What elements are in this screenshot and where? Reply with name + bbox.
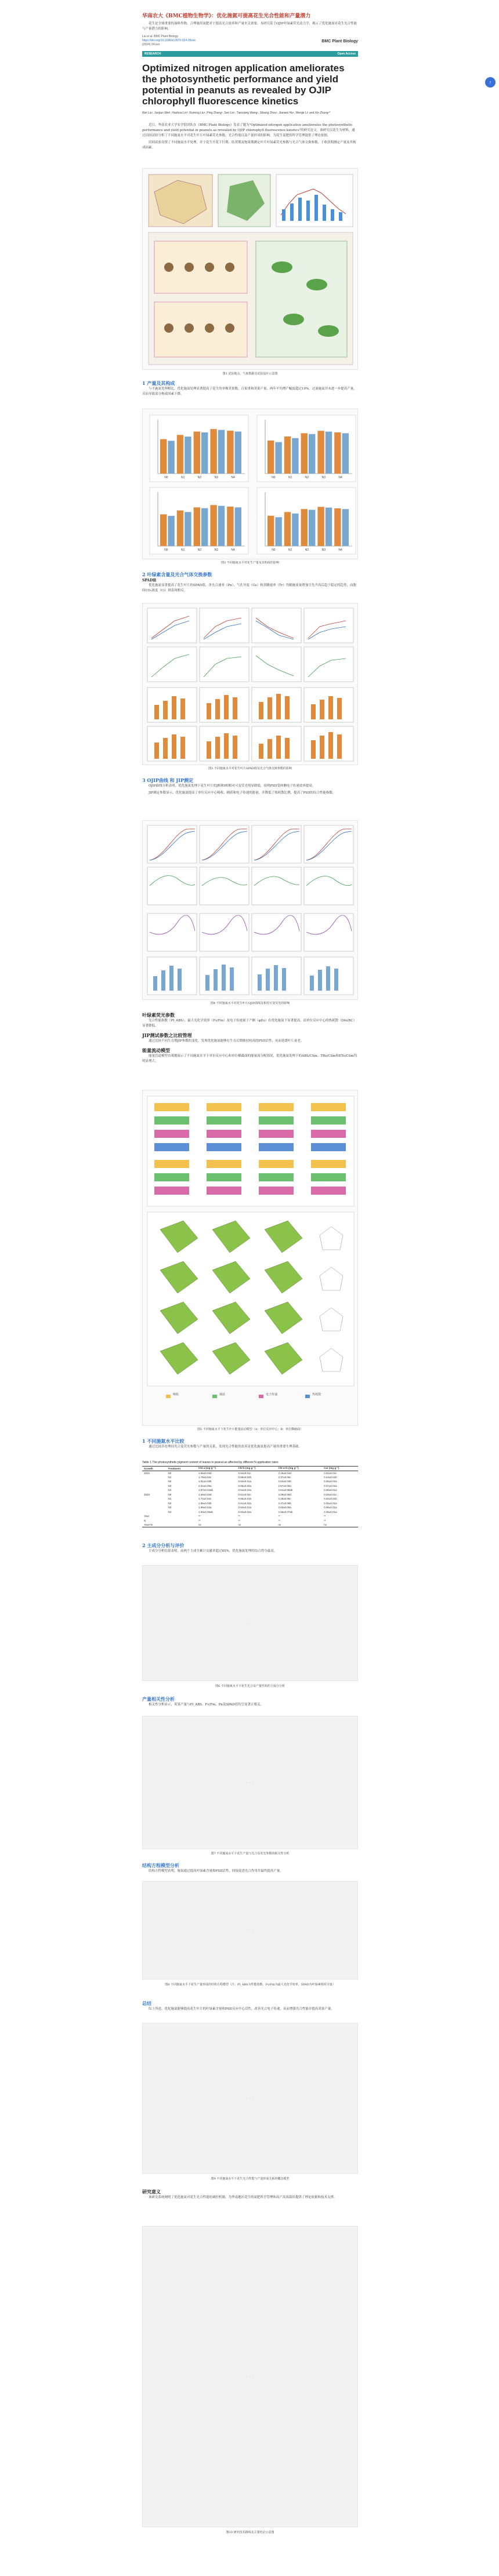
table-cell: 2.63±0.05a	[278, 1506, 291, 1509]
abstract-block	[142, 123, 358, 151]
figure-4-graphic	[143, 821, 359, 1000]
figure-5-legend	[166, 1395, 310, 1398]
table-cell: Year	[144, 1515, 150, 1518]
section-fluorescence-paragraph: 光合性能指数（PI_ABS）、最大光化学效率（Fv/Fm）及电子传递量子产额（φEo）在优化施氮下显著提高，而单位反应中心的热耗散（DIo/RC）显著降低。	[142, 1019, 357, 1028]
table-cell: 0.61±0.02a	[238, 1501, 251, 1505]
table-cell: 2.47±0.05b	[278, 1501, 291, 1505]
bar	[317, 507, 324, 546]
figure-4-caption: 图4 不同施氮水平对花生叶片OJIP曲线及相对可变荧光的影响	[210, 1002, 290, 1005]
table-cell: 1.99±0.04a	[198, 1506, 212, 1509]
table-cell: N1	[168, 1475, 172, 1479]
table-cell: 1.97±0.04ab	[198, 1489, 214, 1492]
bar	[284, 436, 291, 474]
bar	[334, 508, 341, 546]
bar	[160, 439, 167, 474]
section-spad-sub: SPAD值	[142, 578, 157, 583]
table-row	[142, 1479, 358, 1484]
table-cell: 2.28±0.05c	[278, 1497, 291, 1501]
research-label: RESEARCH	[144, 52, 161, 56]
bar	[275, 442, 281, 474]
bar	[235, 432, 241, 474]
tick-label: N0	[272, 476, 276, 479]
table-cell: 1.91±0.03b	[198, 1480, 212, 1483]
tick-label: N0	[164, 548, 168, 552]
tick-label: N4	[231, 548, 235, 552]
section-significance-paragraph: 该研究系统阐明了优化施氮对花生光合性能的调控机制，为华南地区花生的氮肥科学管理和高产高效栽培提供了理论依据和技术支撑。	[149, 2196, 337, 2199]
table-row	[142, 1523, 358, 1527]
legend-dissipation: 热耗散	[312, 1393, 321, 1396]
figure-10-placeholder	[142, 2226, 358, 2527]
section-yield-heading: 1 产量及其构成	[142, 380, 175, 386]
figure-3-graphic	[143, 603, 359, 766]
figure-10-caption: 图10 研究技术路线及主要结论示意图	[226, 2531, 274, 2534]
bar	[160, 514, 167, 546]
table-cell: **	[238, 1519, 240, 1522]
table-1-title: Table 1 The photosynthetic pigment content of leaves in peanut as affected by different N application rates	[142, 1461, 279, 1464]
bar	[185, 512, 191, 546]
table-cell: N4	[168, 1489, 172, 1492]
table-1	[142, 1461, 358, 1527]
bar	[326, 508, 332, 546]
table-cell: **	[198, 1515, 201, 1518]
section-summary-paragraph: 综上所述，优化施氮能够提高花生叶片的叶绿素含量和PSII反应中心活性，改善光合电子传递，从而增强光合性能并提高荚果产量。	[149, 2007, 334, 2011]
table-cell: 1.86±0.03b	[198, 1501, 212, 1505]
section-summary-heading: 总结	[142, 2000, 151, 2006]
bar	[227, 507, 233, 546]
section-jip-heading: JIP测试参数之比较管理	[142, 1032, 192, 1038]
loading-dots: · · ·	[246, 1620, 254, 1626]
tick-label: N2	[305, 548, 309, 552]
journal-header	[142, 35, 358, 64]
table-cell: N1	[168, 1497, 172, 1501]
figure-1-caption: 图1 试验地点、气象数据及试验设计示意图	[222, 372, 278, 376]
table-cell	[142, 1475, 167, 1480]
bar	[177, 435, 183, 474]
figure-9-placeholder	[142, 2023, 358, 2174]
figure-7-caption: 图7 不同施氮水平下花生产量与光合及荧光参数的相关性分析	[211, 1852, 290, 1855]
table-cell: 0.36±0.01a	[324, 1480, 337, 1483]
table-header-row	[142, 1467, 358, 1471]
table-body	[142, 1471, 358, 1527]
bar	[218, 506, 225, 546]
tick-label: N3	[321, 548, 326, 552]
section-compare-heading: 1 不同施氮水平比较	[142, 1438, 185, 1444]
table-header-cell: Chl a+b (mg g⁻¹)	[276, 1467, 322, 1471]
section-pca	[142, 1542, 358, 1554]
design-paragraph: 田间试验设置了不同施氮水平处理，并于花生开花下针期、结荚期及饱果期测定叶片叶绿素荧光参数与光合气体交换参数，于收获期测定产量及其构成因素。	[142, 141, 356, 150]
table-cell: 0.36±0.01a	[324, 1506, 337, 1509]
table-cell: **	[324, 1519, 326, 1522]
table-cell	[142, 1501, 167, 1506]
section-pca-paragraph: 主成分分析结果表明，前两个主成分累计贡献率超过85%，优化施氮处理的综合得分最高。	[149, 1549, 277, 1553]
table-cell: N3	[168, 1506, 172, 1509]
figure-4	[142, 820, 358, 1000]
bar	[210, 429, 216, 474]
figure-1-graphic	[143, 169, 359, 370]
tick-label: N4	[231, 476, 235, 479]
article-title: 华南农大《BMC植物生物学》：优化施氮可提高花生光合性能和产量潜力	[142, 13, 311, 19]
section-sem-heading: 结构方程模型分析	[142, 1862, 179, 1868]
intro-paragraph: 花生是全球重要的油料作物，合理施用氮肥对于提高光合效率和产量至关重要。本研究基于OJIP叶绿素荧光动力学，揭示了优化施氮对花生光合性能与产量潜力的影响。	[142, 22, 357, 31]
section-ojip-paragraph-1: OJIP曲线分析表明，优化施氮处理下花生叶片的J相和I相相对可变荧光明显降低，说明PSII受体侧电子传递效率提高。	[149, 784, 316, 788]
bar	[326, 432, 332, 474]
table-row	[142, 1484, 358, 1489]
table-header-cell: Treatment	[167, 1467, 197, 1471]
table-header-cell: Chl b (mg g⁻¹)	[236, 1467, 276, 1471]
bar	[309, 510, 315, 546]
tick-label: N4	[338, 476, 342, 479]
table-cell: 2.09±0.05d	[278, 1493, 291, 1496]
loading-dots: · · ·	[246, 2374, 254, 2379]
table-cell	[167, 1519, 197, 1523]
tick-label: N2	[197, 476, 202, 479]
figure-8-placeholder	[142, 1881, 358, 1980]
bar	[194, 432, 200, 474]
table-cell: 0.29±0.01c	[324, 1493, 337, 1496]
section-sem	[142, 1862, 358, 1874]
bar	[227, 431, 233, 474]
yield-bar-chart	[143, 409, 359, 560]
bar	[168, 516, 174, 546]
table-row	[142, 1505, 358, 1510]
open-access-label: Open Access	[337, 52, 356, 56]
table-cell: 0.35±0.01a	[324, 1501, 337, 1505]
table-cell	[142, 1484, 167, 1489]
bar	[301, 433, 308, 474]
table-cell: 0.63±0.01a	[238, 1480, 251, 1483]
table-cell: 1.58±0.03d	[198, 1493, 212, 1496]
section-fluorescence	[142, 1012, 358, 1064]
bar	[317, 431, 324, 474]
bar	[210, 505, 216, 546]
table-cell: 0.62±0.02a	[238, 1510, 251, 1513]
up-icon: ↑	[489, 79, 492, 85]
table-cell: 0.35±0.01a	[324, 1510, 337, 1513]
section-ojip-heading: 3 OJIP曲线 和 JIP测定	[142, 777, 193, 783]
figure-7-placeholder	[142, 1716, 358, 1849]
paper-authors: Wei Liu¹, Junjian Wei², Haohua Lin³, Ruirong Liu¹, Ping Zhang¹, Sen Lin¹, Tianxiang Wang¹, Sibang Zhou¹, Jianwei Hu¹, Wenjie Li¹ and Xin Zhang¹*	[142, 111, 331, 115]
table-row	[142, 1475, 358, 1480]
table-cell: ns	[198, 1523, 201, 1526]
table-cell: 2022	[144, 1471, 150, 1475]
table-cell: 2.02±0.05a	[198, 1484, 212, 1487]
journal-citation: Liu et al. BMC Plant Biology	[142, 35, 178, 38]
table-cell: 0.34±0.01b	[324, 1475, 337, 1479]
table-cell: 0.31±0.01c	[324, 1471, 337, 1475]
table-cell: 0.51±0.02c	[238, 1493, 251, 1496]
paper-title: Optimized nitrogen application ameliorates the photosynthetic performance and yield potential in peanuts as revealed by OJIP chlorophyll fluorescence kinetics	[142, 63, 345, 107]
figure-2	[142, 409, 358, 559]
tick-label: N1	[288, 548, 292, 552]
legend-trap: 捕获	[219, 1393, 226, 1396]
section-spad-heading: 2 叶绿素含量及光合气体交换参数	[142, 572, 212, 577]
table-row	[142, 1488, 358, 1493]
table-row	[142, 1510, 358, 1515]
bar	[185, 436, 191, 474]
tick-label: N1	[180, 476, 185, 479]
article-header	[142, 13, 358, 32]
table-cell: **	[278, 1515, 280, 1518]
bar	[201, 432, 208, 474]
table-cell: ns	[278, 1523, 281, 1526]
table-cell: 0.32±0.01b	[324, 1497, 337, 1501]
section-compare	[142, 1438, 358, 1450]
section-fluorescence-heading: 叶绿素荧光参数	[142, 1012, 175, 1018]
figure-5-graphic	[143, 1090, 359, 1427]
table-cell: 0.64±0.01a	[238, 1489, 251, 1492]
section-yield	[142, 380, 358, 397]
table-cell: N0	[168, 1493, 172, 1496]
bar	[177, 511, 183, 546]
leaf-energy-models	[147, 1212, 354, 1386]
section-summary	[142, 2000, 358, 2012]
table-cell: 1.65±0.03d	[198, 1471, 212, 1475]
pigment-table	[142, 1466, 358, 1527]
table-cell: 0.54±0.01c	[238, 1471, 251, 1475]
tick-label: N4	[338, 548, 342, 552]
section-spad-paragraph: 优化施氮显著提高了花生叶片的SPAD值，净光合速率（Pn）、气孔导度（Gs）和蒸腾速率（Tr）均随施氮量增加呈先升高后趋于稳定的趋势，而胞间CO₂浓度（Ci）则表现相反。	[142, 584, 356, 592]
table-cell: 2.61±0.05ab	[278, 1489, 293, 1492]
bar	[292, 438, 298, 474]
bar	[201, 508, 208, 546]
journal-brand: BMC Plant Biology	[321, 39, 358, 43]
tick-label: N3	[214, 476, 219, 479]
table-row	[142, 1471, 358, 1475]
tick-label: N1	[288, 476, 292, 479]
tick-label: N3	[214, 548, 219, 552]
table-cell: 2.54±0.04b	[278, 1480, 291, 1483]
table-cell: N3	[168, 1484, 172, 1487]
section-ojip-paragraph-2: JIP测定参数显示，优化施氮提高了单位反应中心吸收、捕获和电子传递的能量，并降低了热耗散比例，提高了PSII的综合性能指数。	[149, 791, 336, 795]
tick-label: N0	[272, 548, 276, 552]
table-cell: **	[278, 1519, 280, 1522]
loading-dots: · · ·	[246, 1780, 254, 1785]
table-cell: 2.67±0.06a	[278, 1484, 291, 1487]
bar	[309, 434, 315, 474]
energy-flux-rows	[147, 1096, 354, 1206]
bar	[267, 516, 274, 546]
bar	[275, 517, 281, 546]
table-header-cell: Growth	[142, 1467, 167, 1471]
table-cell: 2.55±0.07ab	[278, 1510, 293, 1513]
bar	[235, 507, 241, 546]
figure-5	[142, 1090, 358, 1426]
bar	[334, 432, 341, 474]
table-cell: 0.36±0.01a	[324, 1489, 337, 1492]
table-cell: **	[238, 1515, 240, 1518]
tick-label: N0	[164, 476, 168, 479]
section-spad	[142, 571, 358, 594]
table-cell: Year×N	[144, 1523, 153, 1526]
bar	[284, 512, 291, 546]
back-to-top-button[interactable]	[485, 77, 496, 88]
section-yield-paragraph: 与不施氮处理相比，优化施氮处理显著提高了花生的单株荚果数、百果重和荚果产量，两年平均增产幅度超过10%。过量施氮并未进一步提高产量，反而导致部分构成因素下降。	[142, 387, 357, 396]
table-cell: **	[324, 1515, 326, 1518]
figure-1	[142, 168, 358, 370]
table-cell: 0.37±0.01a	[324, 1484, 337, 1487]
table-cell: 2023	[144, 1493, 150, 1496]
figure-9-caption: 图9 不同施氮水平下花生光合性能与产量形成关系的概念模型	[211, 2177, 290, 2181]
table-cell: **	[198, 1519, 201, 1522]
table-cell: N0	[168, 1471, 172, 1475]
section-sem-paragraph: 结构方程模型表明，施氮通过提高叶绿素含量和PSII活性，间接促进光合作用并最终提高产量。	[149, 1869, 283, 1873]
table-row	[142, 1519, 358, 1523]
table-header-cell: Chl a (mg g⁻¹)	[197, 1467, 236, 1471]
figure-3-caption: 图3 不同施氮水平对花生叶片SPAD值及光合气体交换参数的影响	[208, 767, 292, 770]
journal-year: (2024) 24:xxx	[142, 43, 160, 46]
figure-3	[142, 603, 358, 765]
figure-5-caption: 图5 不同施氮水平下花生叶片能量流动模型（A：单位反应中心；B：单位横截面）	[197, 1428, 303, 1431]
loading-dots: · · ·	[246, 2095, 254, 2101]
section-energy-paragraph: 能量管道模型直观地展示了不同施氮水平下单位反应中心和单位横截面的能量流分配情况，优化施氮处理下的ABS/CSm、TRo/CSm和ETo/CSm均明显增大。	[142, 1054, 357, 1063]
table-cell: N4	[168, 1510, 172, 1513]
figure-6-placeholder	[142, 1565, 358, 1681]
research-bar	[142, 51, 358, 57]
table-cell: N2	[168, 1480, 172, 1483]
section-significance	[142, 2188, 358, 2200]
bar	[301, 509, 308, 546]
table-row	[142, 1497, 358, 1501]
table-cell: ns	[324, 1523, 327, 1526]
section-ojip	[142, 777, 358, 796]
legend-absorb: 吸收	[173, 1393, 179, 1396]
section-energy-heading: 能量流动模型	[142, 1047, 170, 1053]
abstract-paragraph: 近日，华南农业大学农学院团队在《BMC Plant Biology》发表了题为"Optimized nitrogen application ameliorates the photosynthetic performance and yield potential in peanuts as revealed by OJIP chlorophyll fluorescence kinetics"的研究论文。该研究以花生为材料，通过田间试验分析了不同施氮水平对花生叶片叶绿素荧光参数、光合性能以及产量形成的影响，为花生氮肥的科学管理提供了理论依据。	[142, 123, 355, 137]
table-cell	[142, 1510, 167, 1515]
bar	[168, 441, 174, 474]
bar	[342, 509, 349, 546]
table-header-cell: Car (mg g⁻¹)	[322, 1467, 358, 1471]
table-cell: 0.65±0.02a	[238, 1484, 251, 1487]
table-cell	[167, 1523, 197, 1527]
bar	[292, 514, 298, 546]
table-cell	[142, 1479, 167, 1484]
table-cell: 0.64±0.01a	[238, 1506, 251, 1509]
table-cell: ns	[238, 1523, 241, 1526]
bar	[194, 507, 200, 546]
loading-dots: · · ·	[246, 1927, 254, 1933]
figure-8-caption: 图8 不同施氮水平下花生产量形成的结构方程模型（注：PI_ABS为性能指数，Fv/Fm为最大光化学效率，SPAD为叶绿素相对含量）	[165, 1983, 335, 1986]
table-cell: 0.56±0.01b	[238, 1497, 251, 1501]
table-row	[142, 1501, 358, 1506]
table-cell	[142, 1497, 167, 1501]
figure-6-caption: 图6 不同施氮水平下花生光合及产量性状的主成分分析	[215, 1684, 285, 1688]
bar	[218, 430, 225, 474]
section-correlation	[142, 1695, 358, 1708]
table-row	[142, 1493, 358, 1497]
table-cell: N2	[168, 1501, 172, 1505]
bar	[267, 441, 274, 474]
tick-label: N3	[321, 476, 326, 479]
table-cell: 2.37±0.05c	[278, 1475, 291, 1479]
tick-label: N2	[197, 548, 202, 552]
table-cell	[142, 1488, 167, 1493]
legend-electron: 电子传递	[266, 1393, 278, 1396]
table-cell	[142, 1505, 167, 1510]
section-pca-heading: 2 主成分分析与评价	[142, 1542, 185, 1548]
section-compare-paragraph: 通过比较各处理间光合及荧光参数与产量的关系，发现光合性能的改善是优化施氮提高产量的重要生理基础。	[149, 1445, 302, 1449]
table-row	[142, 1514, 358, 1519]
figure-2-caption: 图2 不同施氮水平对花生产量及其构成的影响	[221, 561, 279, 565]
table-cell: 1.78±0.04c	[198, 1475, 212, 1479]
journal-doi[interactable]: https://doi.org/10.1186/s12870-024-05xxx	[142, 39, 196, 42]
table-cell: N	[144, 1519, 146, 1522]
table-cell: 1.72±0.04c	[198, 1497, 212, 1501]
tick-label: N2	[305, 476, 309, 479]
table-cell: 0.59±0.02b	[238, 1475, 251, 1479]
section-correlation-heading: 产量相关性分析	[142, 1696, 175, 1702]
bar	[342, 433, 349, 474]
table-cell: 1.93±0.05ab	[198, 1510, 214, 1513]
tick-label: N1	[180, 548, 185, 552]
section-significance-heading: 研究意义	[142, 2189, 161, 2195]
table-cell: 2.19±0.04d	[278, 1471, 291, 1475]
section-jip-paragraph: 通过比较不同生育期JIP参数的变化，发现优化施氮能够在生育后期维持较高的PSII活性，从而延缓叶片衰老。	[149, 1039, 304, 1043]
table-cell	[167, 1514, 197, 1519]
section-correlation-paragraph: 相关性分析显示，荚果产量与PI_ABS、Fv/Fm、Pn及SPAD值均呈显著正相关。	[149, 1703, 264, 1707]
